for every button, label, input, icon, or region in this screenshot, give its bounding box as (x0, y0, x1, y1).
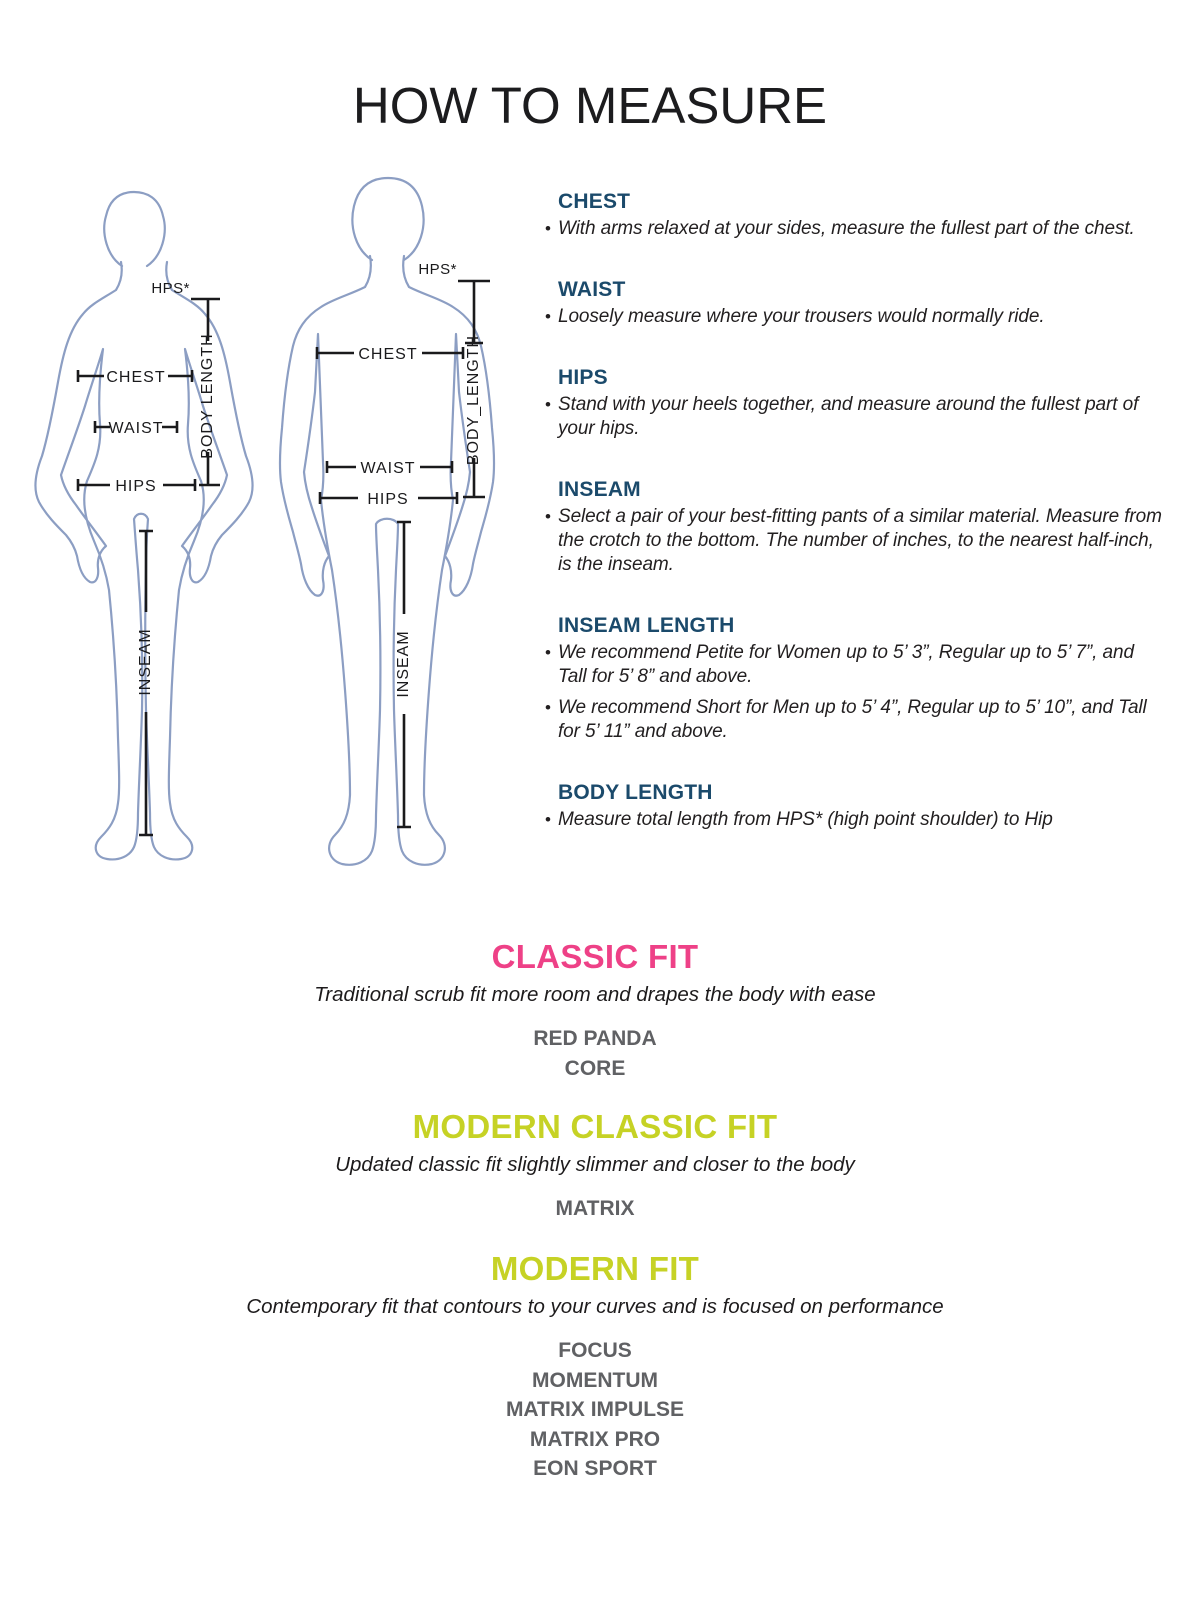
bullet-item: • Select a pair of your best-fitting pants of a similar material. Measure from the crotch to the bottom. The number of inches, to the nearest half-inch, is the inseam. (545, 505, 1163, 577)
product-name: MATRIX (555, 1197, 635, 1220)
fit-description: Traditional scrub fit more room and drapes the body with ease (314, 983, 876, 1006)
male-body-length-label: BODY_LENGTH (465, 334, 483, 466)
fit-title: MODERN FIT (490, 1250, 700, 1287)
male-hps-label: HPS* (418, 261, 457, 278)
bullet-item: • We recommend Petite for Women up to 5’ 3”, Regular up to 5’ 7”, and Tall for 5’ 8” and above. (545, 641, 1163, 689)
fit-products (0, 1336, 1190, 1484)
fit-products (0, 1194, 1190, 1224)
male-inseam-label: INSEAM (395, 630, 413, 698)
section-hips (545, 366, 1163, 441)
product-name: FOCUS (558, 1339, 632, 1362)
page-title: HOW TO MEASURE (352, 77, 828, 135)
section-heading: INSEAM (558, 478, 641, 501)
female-inseam-label: INSEAM (137, 628, 155, 696)
bullet-item: • With arms relaxed at your sides, measure the fullest part of the chest. (545, 217, 1163, 241)
bullet-dot (545, 696, 558, 744)
female-hps-label: HPS* (151, 280, 190, 297)
product-name: RED PANDA (533, 1027, 657, 1050)
fit-title: CLASSIC FIT (491, 938, 699, 975)
female-waist-label: WAIST (108, 420, 164, 437)
bullet-item: • Measure total length from HPS* (high point shoulder) to Hip (545, 808, 1163, 832)
female-waist-line (95, 420, 177, 437)
section-heading: BODY LENGTH (558, 781, 713, 804)
bullet-dot (545, 808, 558, 832)
female-body-length-label: BODY LENGTH (199, 333, 217, 459)
bullet-item: • Stand with your heels together, and measure around the fullest part of your hips. (545, 393, 1163, 441)
male-chest-label: CHEST (358, 346, 418, 363)
bullet-dot (545, 393, 558, 441)
section-body-length (545, 781, 1163, 832)
male-waist-label: WAIST (360, 460, 416, 477)
male-figure (280, 178, 494, 865)
female-chest-label: CHEST (106, 369, 166, 386)
product-name: MATRIX IMPULSE (505, 1398, 685, 1421)
bullet-dot (545, 505, 558, 577)
female-figure (35, 192, 252, 859)
female-body-outline (35, 262, 252, 859)
fit-title: MODERN CLASSIC FIT (412, 1108, 778, 1145)
product-name: MOMENTUM (532, 1368, 658, 1392)
bullet-item: • We recommend Short for Men up to 5’ 4”, Regular up to 5’ 10”, and Tall for 5’ 11” and above. (545, 696, 1163, 744)
section-inseam-length (545, 614, 1163, 744)
male-hips-label: HIPS (367, 491, 409, 508)
section-heading: WAIST (558, 278, 626, 301)
bullet-dot (545, 641, 558, 689)
fit-description: Contemporary fit that contours to your curves and is focused on performance (246, 1295, 944, 1318)
male-hips-line (320, 491, 457, 508)
measure-instructions (545, 190, 1163, 869)
female-head-outline (104, 192, 164, 266)
male-waist-line (327, 460, 452, 477)
fit-products (0, 1024, 1190, 1083)
bullet-dot (545, 217, 558, 241)
fit-block-classic (0, 938, 1190, 1083)
section-chest (545, 190, 1163, 241)
section-heading: HIPS (558, 366, 608, 389)
measurement-diagram (0, 150, 540, 880)
female-hips-line (78, 478, 195, 495)
bullet-item: • Loosely measure where your trousers would normally ride. (545, 305, 1163, 329)
fit-description: Updated classic fit slightly slimmer and closer to the body (335, 1153, 855, 1176)
section-waist (545, 278, 1163, 329)
section-heading: INSEAM LENGTH (558, 614, 735, 637)
product-name: MATRIX PRO (529, 1427, 661, 1451)
male-chest-line (317, 346, 463, 363)
fit-block-modern (0, 1250, 1190, 1484)
female-hips-label: HIPS (115, 478, 157, 495)
product-name: CORE (564, 1056, 626, 1080)
male-head-outline (352, 178, 423, 260)
section-heading: CHEST (558, 190, 631, 213)
fit-block-modern-classic (0, 1108, 1190, 1224)
bullet-dot (545, 305, 558, 329)
product-name: EON SPORT (533, 1457, 657, 1480)
section-inseam (545, 478, 1163, 577)
